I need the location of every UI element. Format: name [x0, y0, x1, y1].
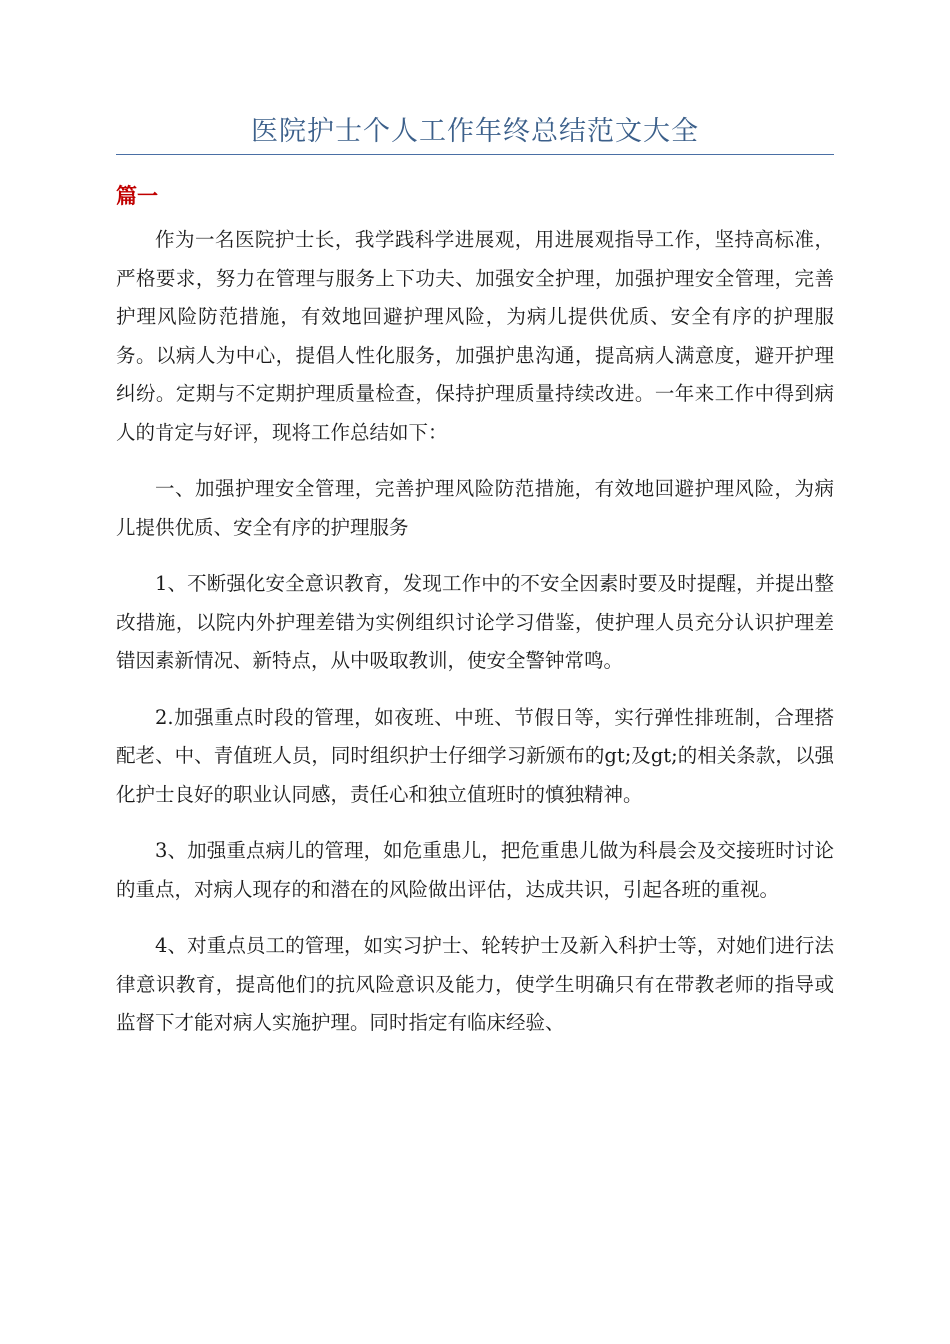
section-heading: 篇一 [116, 184, 158, 208]
document-title: 医院护士个人工作年终总结范文大全 [251, 116, 699, 147]
paragraph-item-1: 1、不断强化安全意识教育，发现工作中的不安全因素时要及时提醒，并提出整改措施，以院内外护理差错为实例组织讨论学习借鉴，使护理人员充分认识护理差错因素新情况、新特点，从中吸取教训，使安全警钟常鸣。 [116, 572, 834, 672]
title-underline [116, 154, 834, 155]
paragraph-item-3: 3、加强重点病儿的管理，如危重患儿，把危重患儿做为科晨会及交接班时讨论的重点，对病人现存的和潜在的风险做出评估，达成共识，引起各班的重视。 [116, 839, 834, 901]
paragraph-item-2: 2.加强重点时段的管理，如夜班、中班、节假日等，实行弹性排班制，合理搭配老、中、青值班人员，同时组织护士仔细学习新颁布的gt;及gt;的相关条款，以强化护士良好的职业认同感，责任心和独立值班时的慎独精神。 [116, 705, 834, 806]
paragraph-intro: 作为一名医院护士长，我学践科学进展观，用进展观指导工作，坚持高标准，严格要求，努力在管理与服务上下功夫、加强安全护理，加强护理安全管理，完善护理风险防范措施，有效地回避护理风险，为病儿提供优质、安全有序的护理服务。以病人为中心，提倡人性化服务，加强护患沟通，提高病人满意度，避开护理纠纷。定期与不定期护理质量检查，保持护理质量持续改进。一年来工作中得到病人的肯定与好评，现将工作总结如下： [116, 228, 834, 444]
paragraph-item-4: 4、对重点员工的管理，如实习护士、轮转护士及新入科护士等，对她们进行法律意识教育，提高他们的抗风险意识及能力，使学生明确只有在带教老师的指导或监督下才能对病人实施护理。同时指定有临床经验、 [116, 934, 834, 1034]
paragraph-point-one: 一、加强护理安全管理，完善护理风险防范措施，有效地回避护理风险，为病儿提供优质、安全有序的护理服务 [116, 477, 834, 539]
document-body [116, 221, 834, 1061]
